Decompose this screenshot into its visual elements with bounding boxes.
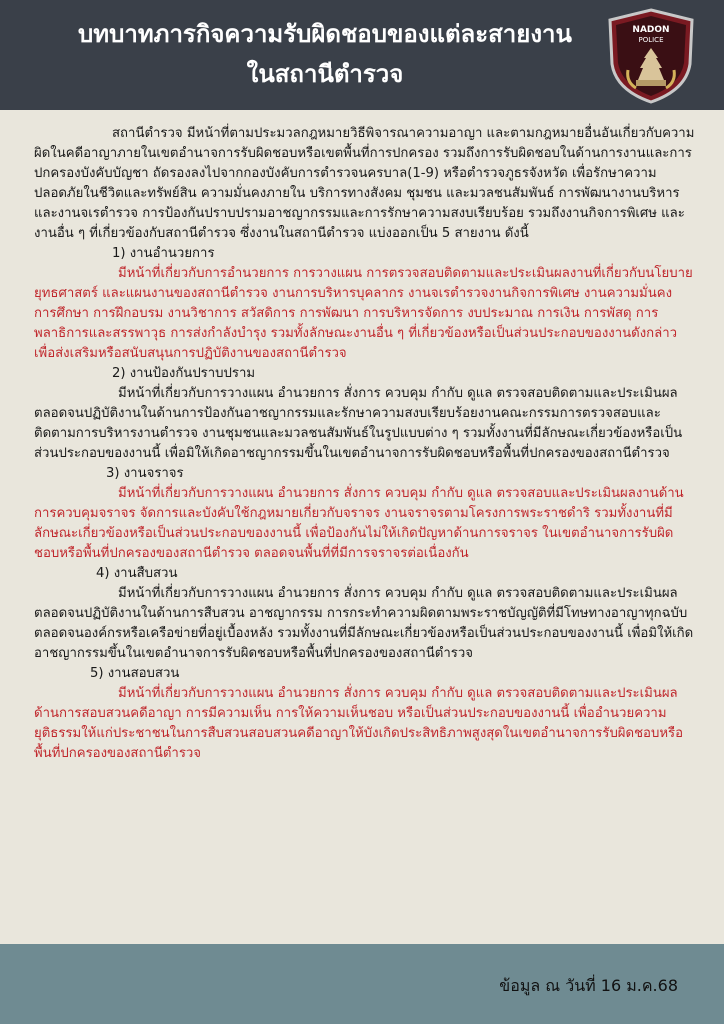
section-desc-3 xyxy=(34,484,696,564)
page-title-line2: ในสถานีตำรวจ xyxy=(246,60,404,88)
section-desc-4 xyxy=(34,584,696,664)
main-content xyxy=(34,124,696,764)
police-badge-logo xyxy=(606,8,696,104)
section-title-5: 5) งานสอบสวน xyxy=(90,666,180,681)
section-desc-5-text: มีหน้าที่เกี่ยวกับการวางแผน อำนวยการ สั่งการ ควบคุม กำกับ ดูแล ตรวจสอบติดตามและประเมินผลด้านการสอบสวนคดีอาญา การมีความเห็น การให้ความเห็นชอบ หรือเป็นส่วนประกอบของงานนี้ เพื่ออำนวยความยุติธรรมให้แก่ประชาชนในการสืบสวนสอบสวนคดีอาญาให้บังเกิดประสิทธิภาพสูงสุดในเขตอำนาจการรับผิดชอบหรือพื้นที่ปกครองของสถานีตำรวจ xyxy=(34,686,684,761)
section-title-3: 3) งานจราจร xyxy=(106,466,184,481)
intro-text: สถานีตำรวจ มีหน้าที่ตามประมวลกฎหมายวิธีพิจารณาความอาญา และตามกฎหมายอื่นอันเกี่ยวกับความผิดในคดีอาญาภายในเขตอำนาจการรับผิดชอบหรือเขตพื้นที่การปกครอง รวมถึงการรับผิดชอบในด้านการงานและการปกครองบังคับบัญชา ถัดรองลงไปจากกองบังคับการตำรวจนครบาล(1-9) หรือตำรวจภูธรจังหวัด เพื่อรักษาความปลอดภัยในชีวิตและทรัพย์สิน ความมั่นคงภายใน บริการทางสังคม ชุมชน และมวลชนสัมพันธ์ การพัฒนางานบริหารและงานจเรตำรวจ การป้องกันปราบปรามอาชญากรรมและการรักษาความสงบเรียบร้อย รวมถึงงานกิจการพิเศษ และงานอื่น ๆ ที่เกี่ยวข้องกับสถานีตำรวจ ซึ่งงานในสถานีตำรวจ แบ่งออกเป็น 5 สายงาน ดังนี้ xyxy=(34,126,695,241)
section-desc-1-text: มีหน้าที่เกี่ยวกับการอำนวยการ การวางแผน การตรวจสอบติดตามและประเมินผลงานที่เกี่ยวกับนโยบาย ยุทธศาสตร์ และแผนงานของสถานีตำรวจ งานการบริหารบุคลากร งานจเรตำรวจงานกิจการพิเศษ งานความมั่นคง การศึกษา การฝึกอบรม งานวิชาการ สวัสดิการ การพัฒนา การบริหารจัดการ งบประมาณ การเงิน การพัสดุ การพลาธิการและสรรพาวุธ การส่งกำลังบำรุง รวมทั้งลักษณะงานอื่น ๆ ที่เกี่ยวข้องหรือเป็นส่วนประกอบของงานดังกล่าว เพื่อส่งเสริมหรือสนับสนุนการปฏิบัติงานของสถานีตำรวจ xyxy=(34,266,693,361)
section-desc-5 xyxy=(34,684,696,764)
section-desc-2-text: มีหน้าที่เกี่ยวกับการวางแผน อำนวยการ สั่งการ ควบคุม กำกับ ดูแล ตรวจสอบติดตามและประเมินผล ตลอดจนปฏิบัติงานในด้านการป้องกันอาชญากรรมและรักษาความสงบเรียบร้อยงานคณะกรรมการตรวจสอบและติดตามการบริหารงานตำรวจ งานชุมชนและมวลชนสัมพันธ์ในรูปแบบต่าง ๆ รวมทั้งงานที่มีลักษณะเกี่ยวข้องหรือเป็นส่วนประกอบของงานนี้ เพื่อมิให้เกิดอาชญากรรมขึ้นในเขตอำนาจการรับผิดชอบหรือพื้นที่ปกครองของสถานีตำรวจ xyxy=(34,386,683,461)
page-title xyxy=(30,14,620,94)
badge-text-bottom: POLICE xyxy=(638,36,664,44)
section-title-2: 2) งานป้องกันปราบปราม xyxy=(112,366,256,381)
section-desc-1 xyxy=(34,264,696,364)
badge-text-top: NADON xyxy=(632,25,670,35)
section-title-1: 1) งานอำนวยการ xyxy=(112,246,215,261)
header-bar xyxy=(0,0,724,110)
intro-paragraph xyxy=(34,124,696,244)
page-title-line1: บทบาทภารกิจความรับผิดชอบของแต่ละสายงาน xyxy=(78,20,572,48)
section-desc-4-text: มีหน้าที่เกี่ยวกับการวางแผน อำนวยการ สั่งการ ควบคุม กำกับ ดูแล ตรวจสอบติดตามและประเมินผล ตลอดจนปฏิบัติงานในด้านการสืบสวน อาชญากรรม การกระทำความผิดตามพระราชบัญญัติที่มีโทษทางอาญาทุกฉบับ ตลอดจนองค์กรหรือเครือข่ายที่อยู่เบื้องหลัง รวมทั้งงานที่มีลักษณะเกี่ยวข้องหรือเป็นส่วนประกอบของงานนี้ เพื่อมิให้เกิดอาชญากรรมขึ้นในเขตอำนาจการรับผิดชอบหรือพื้นที่ปกครองของสถานีตำรวจ xyxy=(34,586,694,661)
section-desc-2 xyxy=(34,384,696,464)
section-title-4: 4) งานสืบสวน xyxy=(96,566,178,581)
footer-bar xyxy=(0,944,724,1024)
section-desc-3-text: มีหน้าที่เกี่ยวกับการวางแผน อำนวยการ สั่งการ ควบคุม กำกับ ดูแล ตรวจสอบและประเมินผลงานด้านการควบคุมจราจร จัดการและบังคับใช้กฎหมายเกี่ยวกับจราจร งานจราจรตามโครงการพระราชดำริ รวมทั้งงานที่มีลักษณะเกี่ยวข้องหรือเป็นส่วนประกอบของงานนี้ เพื่อป้องกันไม่ให้เกิดปัญหาด้านการจราจร ในเขตอำนาจการรับผิดชอบหรือพื้นที่ปกครองของสถานีตำรวจ ตลอดจนพื้นที่ที่มีการจราจรต่อเนื่องกัน xyxy=(34,486,684,561)
data-date-note: ข้อมูล ณ วันที่ 16 ม.ค.68 xyxy=(499,976,678,995)
